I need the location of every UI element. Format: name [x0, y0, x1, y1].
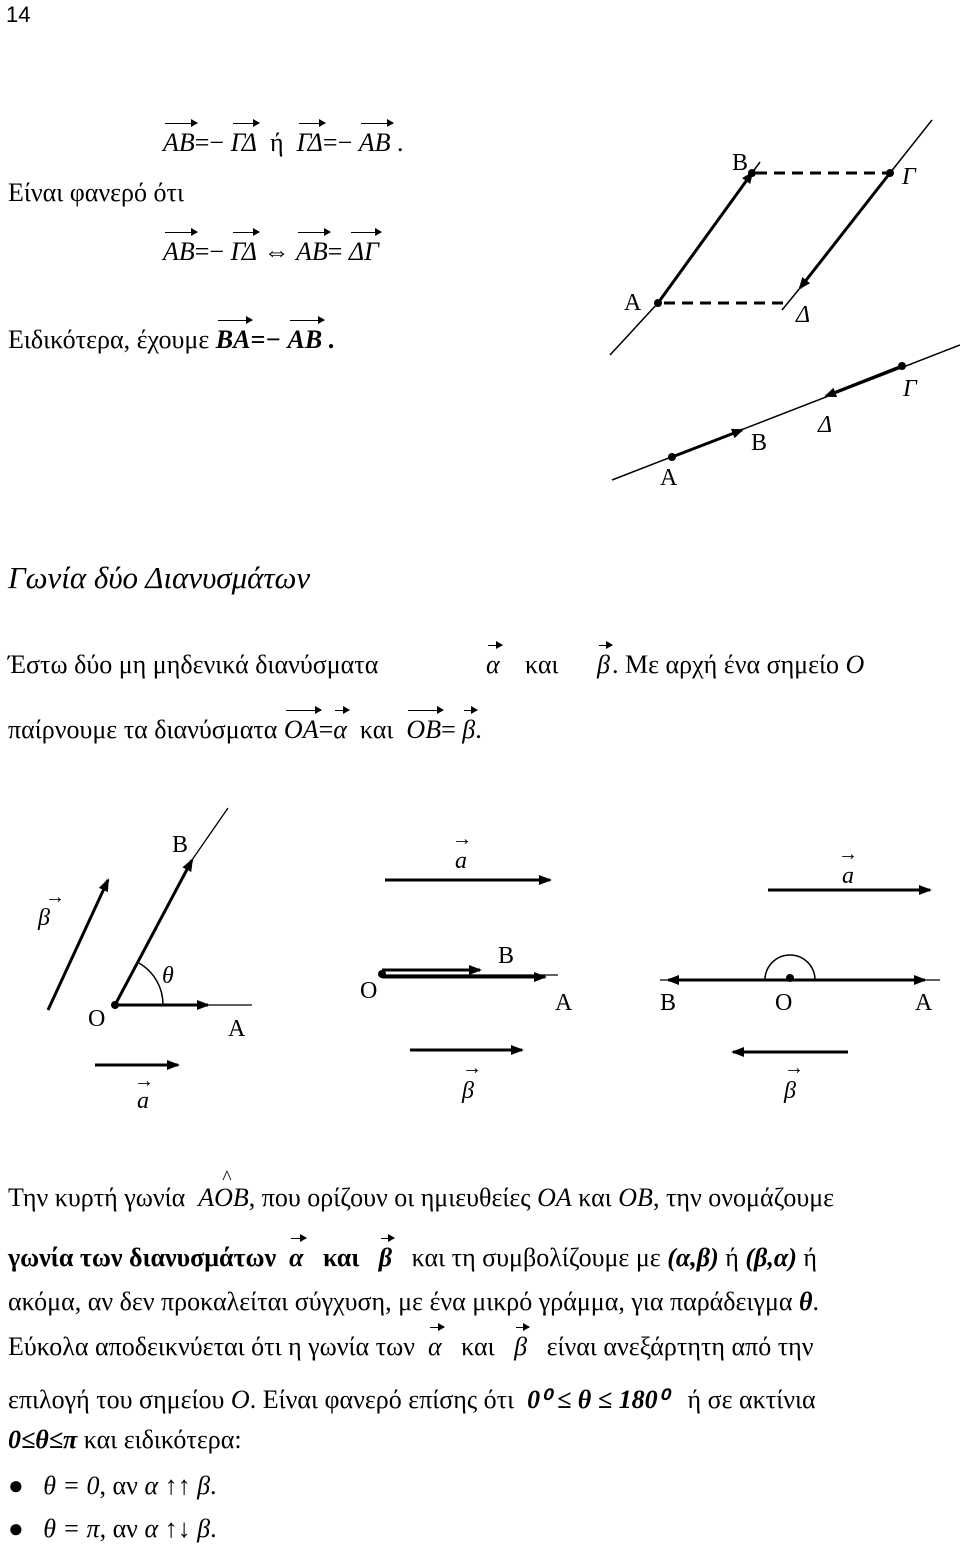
range-radians: 0≤θ≤π	[8, 1425, 78, 1454]
vec-arrow-a-mid: →	[452, 828, 472, 850]
angle-notation-ba: (β,α)	[745, 1243, 797, 1272]
para2-line5	[8, 1385, 816, 1415]
para1-line1	[8, 650, 378, 680]
bullet-cond-1: , αν	[99, 1471, 138, 1500]
vector-ab-collinear	[672, 430, 742, 457]
vector-DG: ΔΓ	[348, 237, 379, 266]
bullet-item-antiparallel	[8, 1514, 217, 1544]
para1-and: και	[525, 650, 559, 679]
ray-OB-left	[192, 808, 228, 860]
alpha-2: α	[333, 715, 347, 744]
label-O-left: O	[88, 1006, 106, 1032]
para1-beta	[597, 650, 610, 680]
vec-arrow-a-left: →	[134, 1070, 154, 1092]
label-B-2: B	[751, 430, 768, 456]
vec-arrow-beta-left: →	[45, 886, 65, 908]
para2-line4	[8, 1332, 814, 1362]
point-Gamma	[886, 169, 894, 177]
bullet-item-parallel	[8, 1471, 217, 1501]
vector-GD-3: ΓΔ	[230, 237, 257, 266]
symbol-beta: β	[597, 650, 610, 679]
para2-l3-end: .	[812, 1287, 820, 1316]
vector-AB-4: AB	[295, 237, 328, 266]
label-A-right: A	[915, 990, 933, 1016]
collinear-line	[612, 345, 960, 480]
section-title: Γωνία δύο Διανυσμάτων	[8, 560, 311, 595]
equivalence-arrow: ⇔	[256, 237, 296, 266]
bullet-lhs-2: θ = π	[43, 1514, 100, 1543]
para2-l5-c: ή σε ακτίνια	[687, 1385, 816, 1414]
ray-OB-text: OB	[618, 1183, 653, 1212]
angle-of-vectors-bold: γωνία των διανυσμάτων	[8, 1243, 277, 1272]
hat-mark: ^	[222, 1167, 232, 1189]
and-bold: και	[323, 1243, 360, 1272]
vector-AB-bold: AB	[287, 325, 323, 354]
bullet-cond-2: , αν	[99, 1514, 138, 1543]
symbol-alpha: α	[486, 650, 500, 679]
bullet-end-2: .	[210, 1514, 217, 1543]
para1-text-a: Έστω δύο μη μηδενικά διανύσματα	[8, 650, 379, 679]
point-B	[748, 169, 756, 177]
bullet-rel-2: α ↑↓ β	[144, 1514, 211, 1543]
specifically-line: Ειδικότερα, έχουμε BA=− AB .	[8, 325, 336, 354]
figure-angle-vectors	[0, 800, 960, 1130]
label-B: B	[732, 150, 749, 176]
vector-BA: BA	[215, 325, 251, 354]
label-Delta: Δ	[796, 302, 811, 328]
para2-and: και	[578, 1183, 612, 1212]
label-Gamma-2: Γ	[903, 376, 917, 402]
para2-l4-c: είναι ανεξάρτητη από την	[546, 1332, 814, 1361]
bullet-dot-icon: ●	[8, 1471, 24, 1500]
vector-gd-arrow	[800, 173, 890, 288]
ray-OA-text: OA	[537, 1183, 572, 1212]
para1-line2-text: παίρνουμε τα διανύσματα	[8, 715, 278, 744]
theta-bold: θ	[799, 1287, 813, 1316]
vector-GD-2: ΓΔ	[296, 128, 323, 157]
label-A-2: A	[660, 465, 678, 491]
label-A-left: A	[228, 1016, 246, 1042]
point-O-left	[111, 1001, 119, 1009]
para1-text-b	[612, 650, 864, 680]
obvious-text: Είναι φανερό ότι	[8, 178, 184, 207]
vector-GD: ΓΔ	[230, 128, 257, 157]
figure-parallel-vectors	[560, 100, 960, 500]
bullet-lhs-1: θ = 0	[43, 1471, 100, 1500]
beta-bold: β	[378, 1243, 393, 1272]
para2-l1-a: Την κυρτή γωνία	[8, 1183, 186, 1212]
vector-AB-3: AB	[163, 237, 195, 266]
page-number: 14	[6, 2, 31, 27]
para1-text-b-span: . Με αρχή ένα σημείο	[612, 650, 840, 679]
para2-l4-a: Εύκολα αποδεικνύεται ότι η γωνία των	[8, 1332, 415, 1361]
para1-line2	[8, 715, 482, 745]
alpha-bold: α	[289, 1243, 304, 1272]
bullet-dot-icon-2: ●	[8, 1514, 24, 1543]
label-beta-mid: β	[462, 1078, 474, 1104]
para2-line6	[8, 1425, 242, 1455]
label-O-right: O	[775, 990, 793, 1016]
period: .	[475, 715, 482, 744]
para2-line2	[8, 1243, 817, 1273]
para1-alpha	[486, 650, 500, 680]
eq-sign: =	[318, 715, 334, 744]
label-B-left: B	[172, 832, 189, 858]
vec-arrow-beta-right: →	[784, 1057, 804, 1079]
range-degrees: 0⁰ ≤ θ ≤ 180⁰	[527, 1385, 668, 1414]
specifically-text: Ειδικότερα, έχουμε	[8, 325, 210, 354]
para2-l1-b: , που ορίζουν οι ημιευθείες	[248, 1183, 531, 1212]
angle-arc-theta	[139, 963, 163, 1005]
label-B-mid: B	[498, 943, 515, 969]
point-O-mid	[378, 970, 386, 978]
para2-line1	[8, 1167, 835, 1213]
point-A	[654, 299, 662, 307]
angle-AOB-text: AOB	[198, 1183, 249, 1212]
point-O-right	[786, 974, 794, 982]
beta-2: β	[462, 715, 476, 744]
vector-OB: OB	[406, 715, 442, 744]
para2-l5-b: . Είναι φανερό επίσης ότι	[249, 1385, 515, 1414]
equation-equivalence: AB=− ΓΔ ⇔ AB= ΔΓ	[163, 237, 379, 266]
label-theta: θ	[162, 963, 174, 989]
label-A: A	[624, 290, 642, 316]
para2-l6: και ειδικότερα:	[83, 1425, 242, 1454]
para2-l3-a: ακόμα, αν δεν προκαλείται σύγχυση, με ένα μικρό γράμμα, για παράδειγμα	[8, 1287, 793, 1316]
alpha-3: α	[427, 1332, 442, 1361]
para2-l1-c: , την ονομάζουμε	[652, 1183, 835, 1212]
beta-3: β	[514, 1332, 528, 1361]
label-beta-right: β	[784, 1078, 796, 1104]
label-a-left: a	[137, 1088, 149, 1114]
label-Gamma: Γ	[902, 164, 916, 190]
para2-l2-b: και τη συμβολίζουμε με	[411, 1243, 661, 1272]
vector-AB-2: AB	[358, 128, 391, 157]
bullet-end-1: .	[210, 1471, 217, 1500]
eq-sign-2: =	[441, 715, 456, 744]
equation-ab-gd: AB=− ΓΔ ή ΓΔ=− AB .	[163, 128, 404, 157]
bullet-rel-1: α ↑↑ β	[144, 1471, 211, 1500]
point-O-text: O	[845, 650, 865, 679]
para2-l5-a: επιλογή του σημείου	[8, 1385, 225, 1414]
vector-ab-arrow	[658, 173, 752, 303]
para2-l4-b: και	[461, 1332, 495, 1361]
point-O-text-2: O	[230, 1385, 250, 1414]
point-Gamma-2	[898, 362, 906, 370]
label-O-mid: O	[360, 978, 378, 1004]
or-2: ή	[803, 1243, 817, 1272]
vec-arrow-beta-mid: →	[462, 1057, 482, 1079]
vector-gd-collinear	[826, 366, 902, 396]
label-a-mid: a	[455, 848, 467, 874]
vector-OB-left	[115, 860, 192, 1005]
label-B-right: B	[660, 990, 677, 1016]
angle-notation-ab: (α,β)	[667, 1243, 719, 1272]
or-1: ή	[725, 1243, 739, 1272]
label-Delta-2: Δ	[818, 412, 833, 438]
angle-AOB	[198, 1167, 249, 1212]
vec-arrow-a-right: →	[838, 843, 858, 865]
label-a-right: a	[842, 863, 854, 889]
and-2: και	[359, 715, 394, 744]
point-A-2	[668, 453, 676, 461]
label-beta-left: β	[38, 905, 50, 931]
vector-AB: AB	[163, 128, 195, 157]
label-A-mid: A	[555, 990, 573, 1016]
vector-OA: OA	[283, 715, 319, 744]
para2-line3	[8, 1287, 819, 1317]
